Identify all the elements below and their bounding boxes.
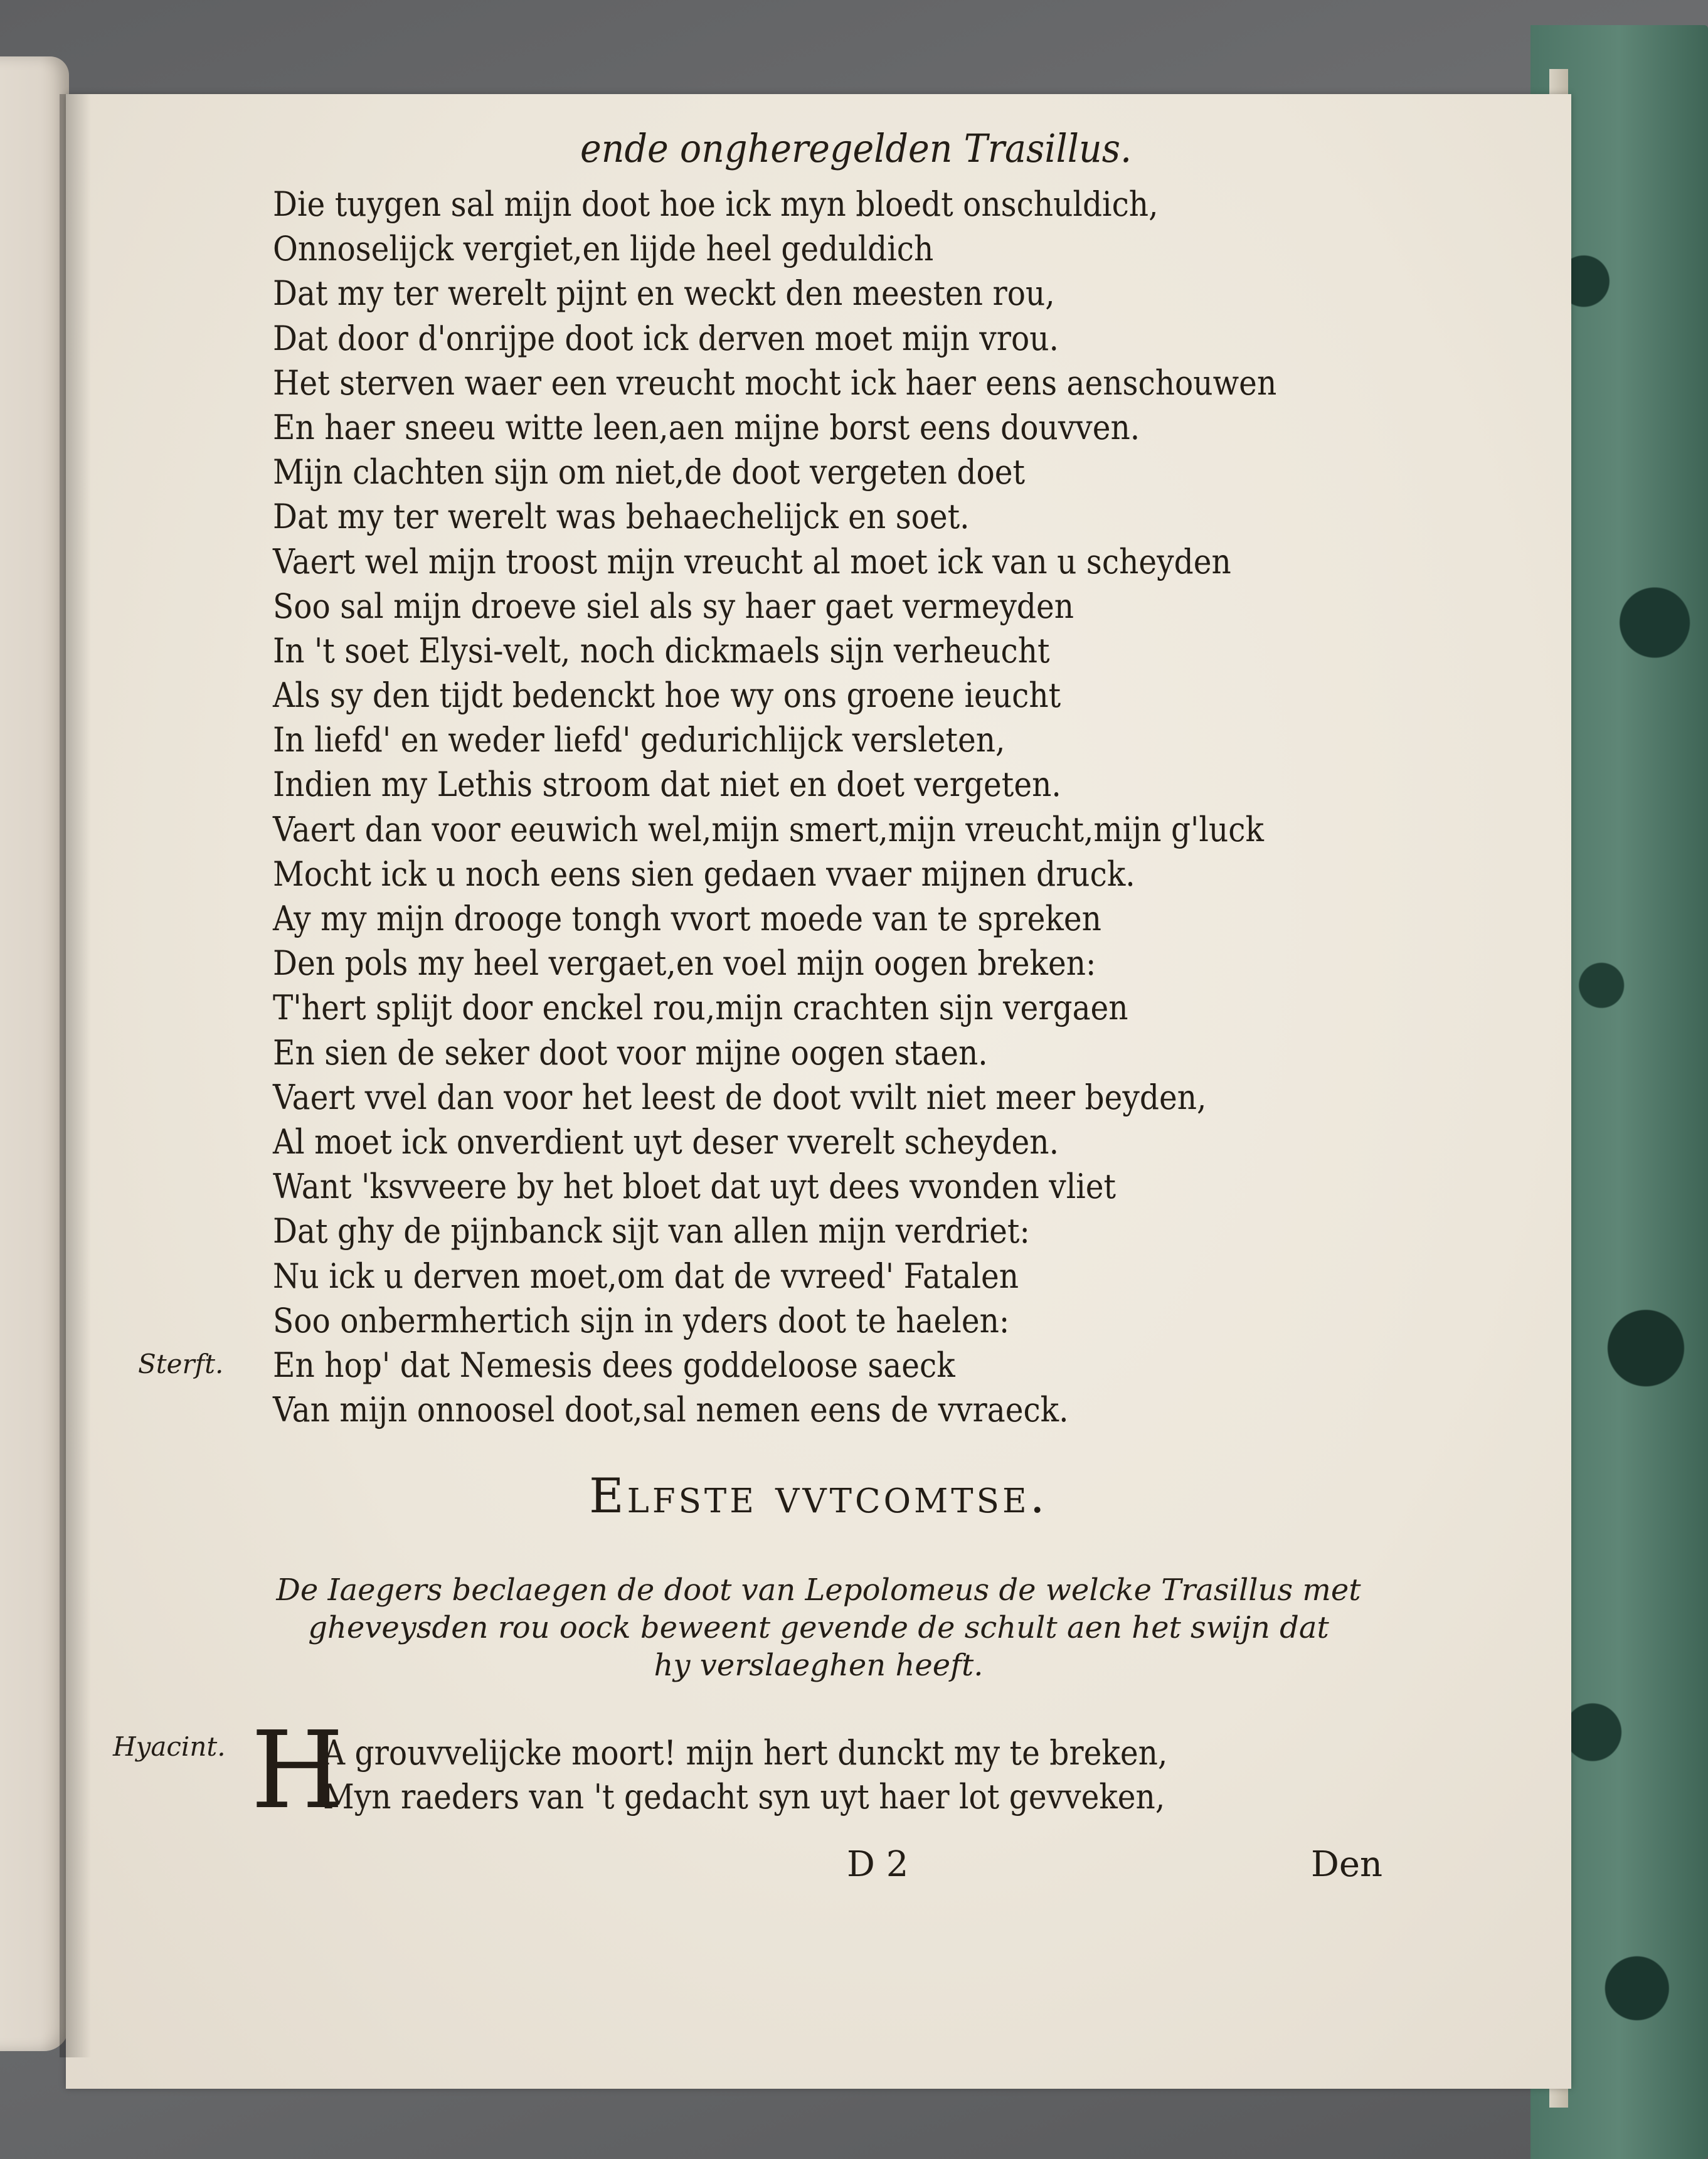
verse-line: En sien de seker doot voor mijne oogen staen. [273, 1032, 988, 1073]
verse-line: Als sy den tijdt bedenckt hoe wy ons groene ieucht [273, 676, 1061, 716]
argument-line: De Iaegers beclaegen de doot van Lepolomeus de welcke Trasillus met [276, 1573, 1361, 1608]
scene-heading: Elfste vvtcomtse. [589, 1468, 1048, 1524]
speech-line: A grouvvelijcke moort! mijn hert dunckt my te breken, [323, 1733, 1168, 1773]
verse-line: Vaert wel mijn troost mijn vreucht al moet ick van u scheyden [273, 541, 1231, 581]
speech-block [323, 1731, 1261, 1819]
speech-line: Myn raeders van 't gedacht syn uyt haer lot gevveken, [323, 1777, 1165, 1817]
verso-page-edge [0, 56, 69, 2051]
recto-page [66, 94, 1571, 2089]
verse-line: Dat my ter werelt was behaechelijck en soet. [273, 497, 970, 537]
verse-line: Den pols my heel vergaet,en voel mijn oogen breken: [273, 943, 1096, 984]
scene-argument [185, 1571, 1452, 1684]
speaker-name: Hyacint. [113, 1731, 226, 1762]
verse-line: En hop' dat Nemesis dees goddeloose saeck [273, 1345, 955, 1385]
argument-line: gheveysden rou oock beweent gevende de schult aen het swijn dat [308, 1610, 1329, 1645]
verse-line: In liefd' en weder liefd' gedurichlijck versleten, [273, 720, 1005, 760]
verse-line: Indien my Lethis stroom dat niet en doet vergeten. [273, 765, 1061, 805]
verse-line: Onnoselijck vergiet,en lijde heel geduldich [273, 229, 934, 269]
verse-line: Mijn clachten sijn om niet,de doot vergeten doet [273, 452, 1026, 492]
verse-line: Soo sal mijn droeve siel als sy haer gaet vermeyden [273, 586, 1074, 626]
argument-line: hy verslaeghen heeft. [654, 1648, 984, 1683]
verse-line: T'hert splijt door enckel rou,mijn crachten sijn vergaen [273, 988, 1128, 1028]
verse-line: Het sterven waer een vreucht mocht ick haer eens aenschouwen [273, 363, 1277, 403]
verse-line: Nu ick u derven moet,om dat de vvreed' Fatalen [273, 1256, 1019, 1296]
verse-line: In 't soet Elysi-velt, noch dickmaels sijn verheucht [273, 630, 1050, 671]
running-head: ende ongheregelden Trasillus. [580, 125, 1132, 171]
gutter-shadow [60, 94, 91, 2057]
stage-direction: Sterft. [138, 1349, 224, 1379]
verse-line: Mocht ick u noch eens sien gedaen vvaer mijnen druck. [273, 854, 1135, 894]
verse-line: Die tuygen sal mijn doot hoe ick myn bloedt onschuldich, [273, 184, 1159, 224]
verse-line: Soo onbermhertich sijn in yders doot te haelen: [273, 1300, 1010, 1340]
catchword: Den [1311, 1844, 1383, 1885]
verse-line: Van mijn onnoosel doot,sal nemen eens de vvraeck. [273, 1390, 1069, 1430]
verse-line: Vaert vvel dan voor het leest de doot vvilt niet meer beyden, [273, 1077, 1207, 1117]
verse-line: En haer sneeu witte leen,aen mijne borst eens douvven. [273, 407, 1140, 447]
verse-block [273, 182, 1388, 1432]
verse-line: Dat my ter werelt pijnt en weckt den meesten rou, [273, 273, 1055, 314]
verse-line: Vaert dan voor eeuwich wel,mijn smert,mijn vreucht,mijn g'luck [273, 809, 1264, 849]
signature-mark: D 2 [847, 1844, 909, 1885]
drop-cap: H [251, 1709, 344, 1833]
verse-line: Al moet ick onverdient uyt deser vverelt scheyden. [273, 1122, 1059, 1162]
verse-line: Ay my mijn drooge tongh vvort moede van te spreken [273, 899, 1101, 938]
verse-line: Dat door d'onrijpe doot ick derven moet mijn vrou. [273, 318, 1059, 358]
verse-line: Dat ghy de pijnbanck sijt van allen mijn verdriet: [273, 1211, 1030, 1251]
verse-line: Want 'ksvveere by het bloet dat uyt dees vvonden vliet [273, 1167, 1117, 1207]
